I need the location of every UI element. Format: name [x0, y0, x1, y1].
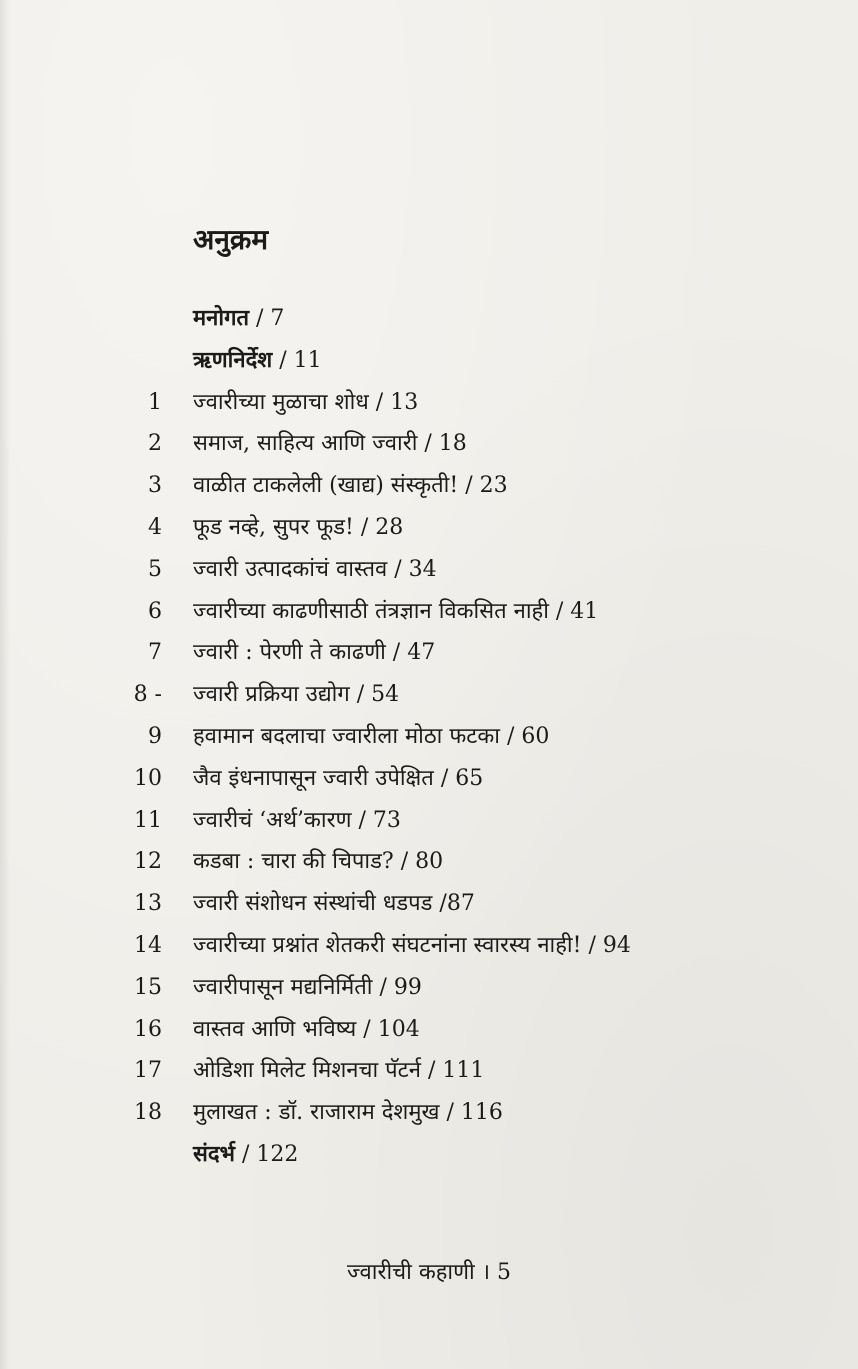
footer-book-title: ज्वारीची कहाणी	[346, 1260, 475, 1285]
chapter-title: फूड नव्हे, सुपर फूड! / 28	[193, 514, 404, 540]
chapter-title: ओडिशा मिलेट मिशनचा पॅटर्न / 111	[193, 1058, 485, 1084]
toc-entry-label: मनोगत	[193, 306, 249, 331]
chapter-number: 10	[134, 765, 162, 791]
chapter-number: 2	[148, 431, 162, 457]
chapter-title: वास्तव आणि भविष्य / 104	[193, 1016, 420, 1042]
chapter-title: ज्वारी प्रक्रिया उद्योग / 54	[193, 682, 400, 708]
toc-chapter	[0, 549, 858, 591]
chapter-title: हवामान बदलाचा ज्वारीला मोठा फटका / 60	[193, 723, 550, 749]
toc-entry-title	[193, 340, 322, 382]
chapter-number: 15	[134, 974, 162, 1000]
toc-entry-title	[193, 1134, 298, 1176]
chapter-title: ज्वारी संशोधन संस्थांची धडपड /87	[193, 891, 475, 917]
chapter-number: 6	[148, 598, 162, 624]
chapter-title: ज्वारी : पेरणी ते काढणी / 47	[193, 640, 436, 666]
toc-entry-page: / 7	[249, 306, 285, 331]
chapter-number: 3	[148, 473, 162, 499]
toc-entry-page: / 122	[235, 1141, 299, 1167]
chapter-number: 1	[148, 389, 162, 415]
chapter-title: ज्वारीच्या काढणीसाठी तंत्रज्ञान विकसित नाही / 41	[193, 598, 599, 624]
chapter-title: समाज, साहित्य आणि ज्वारी / 18	[193, 431, 467, 457]
chapter-title: ज्वारी उत्पादकांचं वास्तव / 34	[193, 556, 437, 582]
toc-chapter	[0, 507, 858, 549]
toc-chapter	[0, 1050, 858, 1092]
chapter-title: ज्वारीच्या प्रश्नांत शेतकरी संघटनांना स्वारस्य नाही! / 94	[193, 932, 631, 958]
chapter-number: 8 -	[133, 682, 162, 708]
chapter-number: 7	[148, 640, 162, 666]
toc-chapter	[0, 967, 858, 1009]
table-of-contents	[0, 298, 858, 1176]
footer-separator: ।	[474, 1260, 498, 1285]
toc-entry-label: संदर्भ	[193, 1141, 236, 1167]
chapter-title: ज्वारीचं ‘अर्थ’कारण / 73	[193, 807, 401, 833]
chapter-number: 14	[134, 932, 162, 958]
toc-chapter	[0, 1009, 858, 1051]
toc-chapter	[0, 925, 858, 967]
chapter-number: 5	[148, 556, 162, 582]
toc-chapter	[0, 883, 858, 925]
chapter-number: 17	[134, 1058, 162, 1084]
toc-chapter	[0, 716, 858, 758]
toc-front-matter-preface	[0, 298, 858, 340]
toc-chapter	[0, 465, 858, 507]
chapter-number: 4	[148, 514, 162, 540]
chapter-number: 11	[134, 807, 162, 833]
toc-chapter	[0, 841, 858, 883]
toc-chapter	[0, 674, 858, 716]
chapter-title: कडबा : चारा की चिपाड? / 80	[193, 849, 444, 875]
toc-chapter	[0, 423, 858, 465]
toc-chapter	[0, 382, 858, 424]
toc-chapter	[0, 758, 858, 800]
chapter-title: जैव इंधनापासून ज्वारी उपेक्षित / 65	[193, 765, 484, 791]
chapter-number: 9	[148, 723, 162, 749]
toc-front-matter-acknowledgements	[0, 340, 858, 382]
toc-entry-label: ऋणनिर्देश	[193, 347, 273, 373]
chapter-title: मुलाखत : डॉ. राजाराम देशमुख / 116	[193, 1100, 503, 1126]
toc-entry-page: / 11	[272, 347, 322, 373]
contents-heading: अनुक्रम	[193, 223, 269, 256]
chapter-title: वाळीत टाकलेली (खाद्य) संस्कृती! / 23	[193, 473, 508, 499]
toc-back-matter-references	[0, 1134, 858, 1176]
toc-chapter	[0, 632, 858, 674]
chapter-title: ज्वारीपासून मद्यनिर्मिती / 99	[193, 974, 422, 1000]
page-footer	[0, 1256, 858, 1290]
chapter-title: ज्वारीच्या मुळाचा शोध / 13	[193, 389, 419, 415]
toc-chapter	[0, 800, 858, 842]
chapter-number: 12	[134, 849, 162, 875]
chapter-number: 18	[134, 1100, 162, 1126]
toc-chapter	[0, 1092, 858, 1134]
chapter-number: 16	[134, 1016, 162, 1042]
toc-entry-title	[193, 298, 284, 340]
chapter-number: 13	[134, 891, 162, 917]
footer-page-number: 5	[497, 1260, 512, 1285]
toc-chapter	[0, 591, 858, 633]
